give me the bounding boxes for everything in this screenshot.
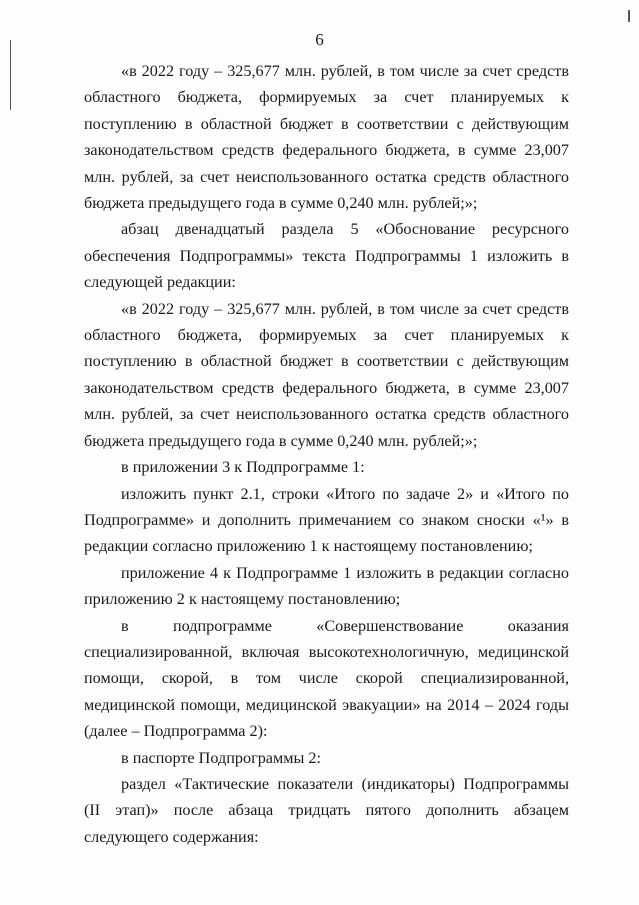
paragraph-tactical-indicators: раздел «Тактические показатели (индикаторы) Подпрограммы (II этап)» после абзаца тридцать пятого дополнить абзацем следующего содержания:: [84, 774, 569, 846]
paragraph-appendix4-instruction: приложение 4 к Подпрограмме 1 изложить в редакции согласно приложению 2 к настоящему постановлению;: [84, 563, 569, 609]
paragraph-appendix3-intro: в приложении 3 к Подпрограмме 1:: [121, 458, 365, 477]
page-number: 6: [315, 30, 324, 49]
document-body: [84, 58, 569, 850]
paragraph-quote-2022-funding-repeat: «в 2022 году – 325,677 млн. рублей, в том числе за счет средств областного бюджета, формируемых за счет планируемых к поступлению в областной бюджет в соответствии с действующим законодательством средств федерального бюджета, в сумме 23,007 млн. рублей, за счет неиспользованного остатка средств областного бюджета предыдущего года в сумме 0,240 млн. рублей;»;: [84, 299, 569, 450]
paragraph-section5-instruction: абзац двенадцатый раздела 5 «Обоснование ресурсного обеспечения Подпрограммы» текста Подпрограммы 1 изложить в следующей редакции:: [84, 220, 569, 292]
paragraph-quote-2022-funding: «в 2022 году – 325,677 млн. рублей, в том числе за счет средств областного бюджета, формируемых за счет планируемых к поступлению в областной бюджет в соответствии с действующим законодательством средств федерального бюджета, в сумме 23,007 млн. рублей, за счет неиспользованного остатка средств областного бюджета предыдущего года в сумме 0,240 млн. рублей;»;: [84, 62, 569, 213]
paragraph-passport-subprogram2: в паспорте Подпрограммы 2:: [121, 748, 321, 767]
paragraph-subprogram2-intro: в подпрограмме «Совершенствование оказания специализированной, включая высокотехнологичную, медицинской помощи, скорой, в том числе скорой специализированной, медицинской помощи, медицинской эвакуации» на 2014 – 2024 годы (далее – Подпрограмма 2):: [84, 616, 569, 741]
paragraph-item-2-1-instruction: изложить пункт 2.1, строки «Итого по задаче 2» и «Итого по Подпрограмме» и дополнить примечанием со знаком сноски «¹» в редакции согласно приложению 1 к настоящему постановлению;: [84, 484, 569, 556]
scan-edge-mark-right: [628, 10, 630, 22]
scan-edge-mark-left: [10, 40, 11, 110]
